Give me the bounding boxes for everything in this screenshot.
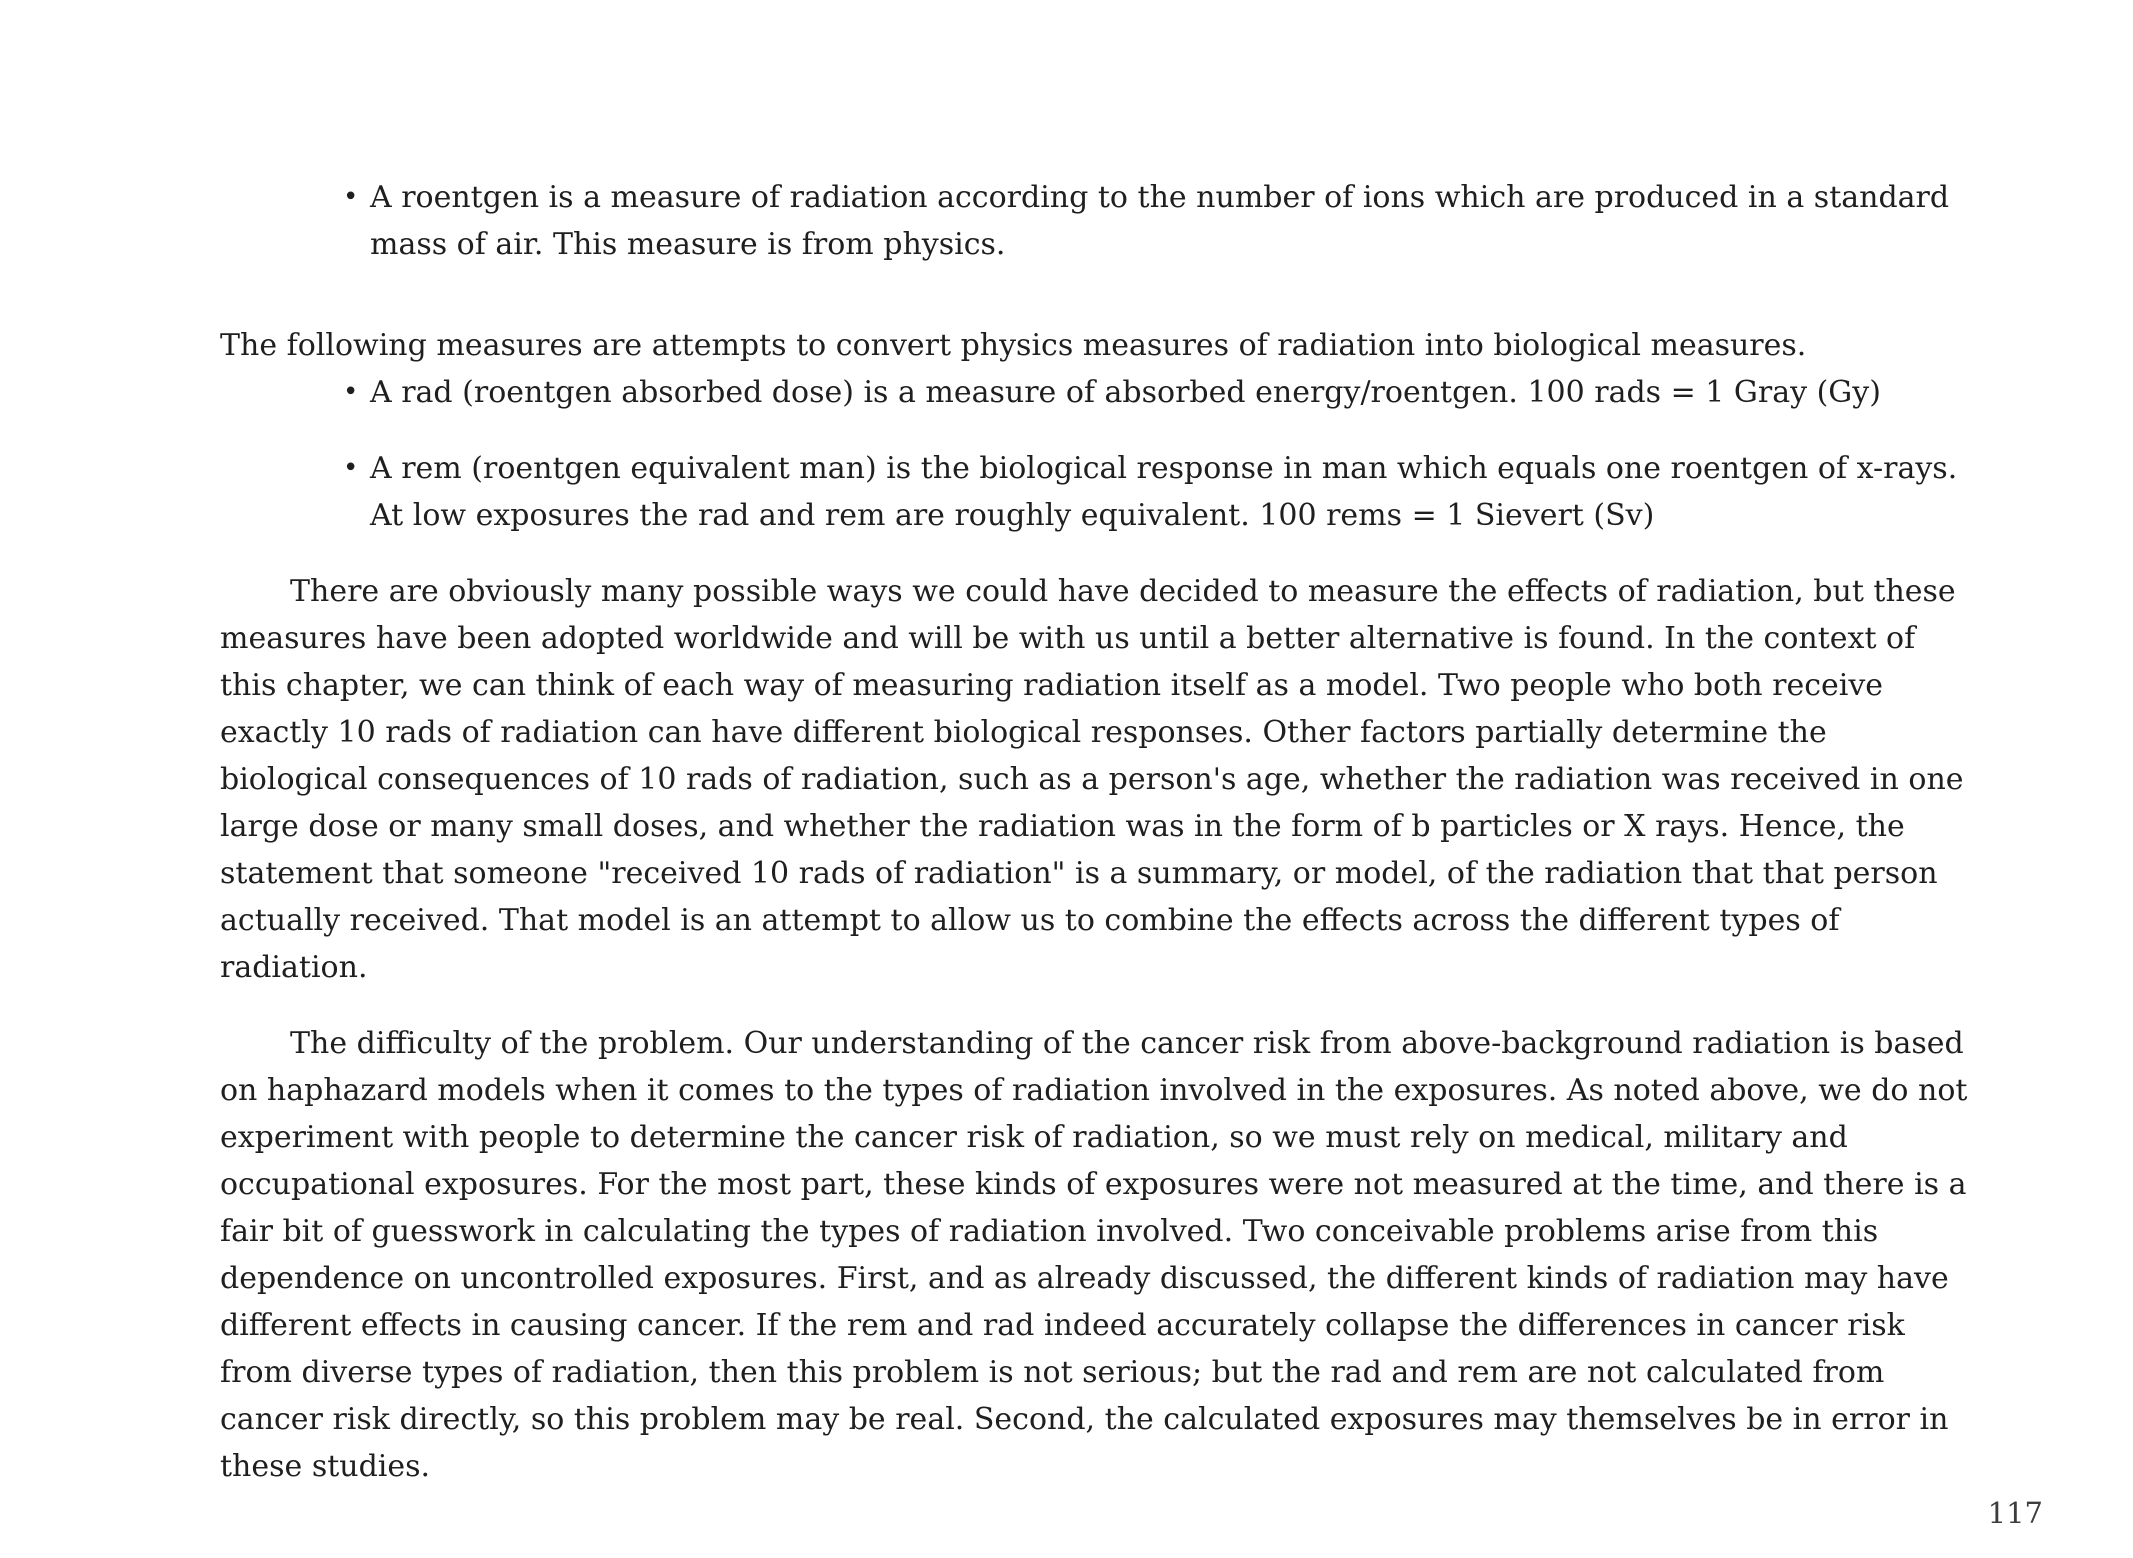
- bullet-item-rem: • A rem (roentgen equivalent man) is the biological response in man which equals one roentgen of x-rays. At low exposures the rad and rem are roughly equivalent. 100 rems = 1 Sievert (Sv): [370, 445, 1968, 539]
- paragraph-measurement-models: There are obviously many possible ways we could have decided to measure the effects of radiation, but these measures have been adopted worldwide and will be with us until a better alternative is found. In the context of this chapter, we can think of each way of measuring radiation itself as a model. Two people who both receive exactly 10 rads of radiation can have different biological responses. Other factors partially determine the biological consequences of 10 rads of radiation, such as a person's age, whether the radiation was received in one large dose or many small doses, and whether the radiation was in the form of b particles or X rays. Hence, the statement that someone "received 10 rads of radiation" is a summary, or model, of the radiation that that person actually received. That model is an attempt to allow us to combine the effects across the different types of radiation.: [220, 574, 1964, 985]
- paragraph-difficulty-of-problem: The difficulty of the problem. Our understanding of the cancer risk from above-background radiation is based on haphazard models when it comes to the types of radiation involved in the exposures. As noted above, we do not experiment with people to determine the cancer risk of radiation, so we must rely on medical, military and occupational exposures. For the most part, these kinds of exposures were not measured at the time, and there is a fair bit of guesswork in calculating the types of radiation involved. Two conceivable problems arise from this dependence on uncontrolled exposures. First, and as already discussed, the different kinds of radiation may have different effects in causing cancer. If the rem and rad indeed accurately collapse the differences in cancer risk from diverse types of radiation, then this problem is not serious; but the rad and rem are not calculated from cancer risk directly, so this problem may be real. Second, the calculated exposures may themselves be in error in these studies.: [220, 1026, 1968, 1484]
- bullet-item-rad: • A rad (roentgen absorbed dose) is a measure of absorbed energy/roentgen. 100 rads = 1 Gray (Gy): [370, 369, 1968, 416]
- bullet-list-top: [220, 174, 1968, 268]
- bullet-list-measures: [220, 369, 1968, 539]
- intro-paragraph: The following measures are attempts to convert physics measures of radiation into biological measures.: [220, 328, 1807, 363]
- bullet-item-roentgen: • A roentgen is a measure of radiation according to the number of ions which are produced in a standard mass of air. This measure is from physics.: [370, 174, 1968, 268]
- page-number: 117: [1987, 1496, 2043, 1530]
